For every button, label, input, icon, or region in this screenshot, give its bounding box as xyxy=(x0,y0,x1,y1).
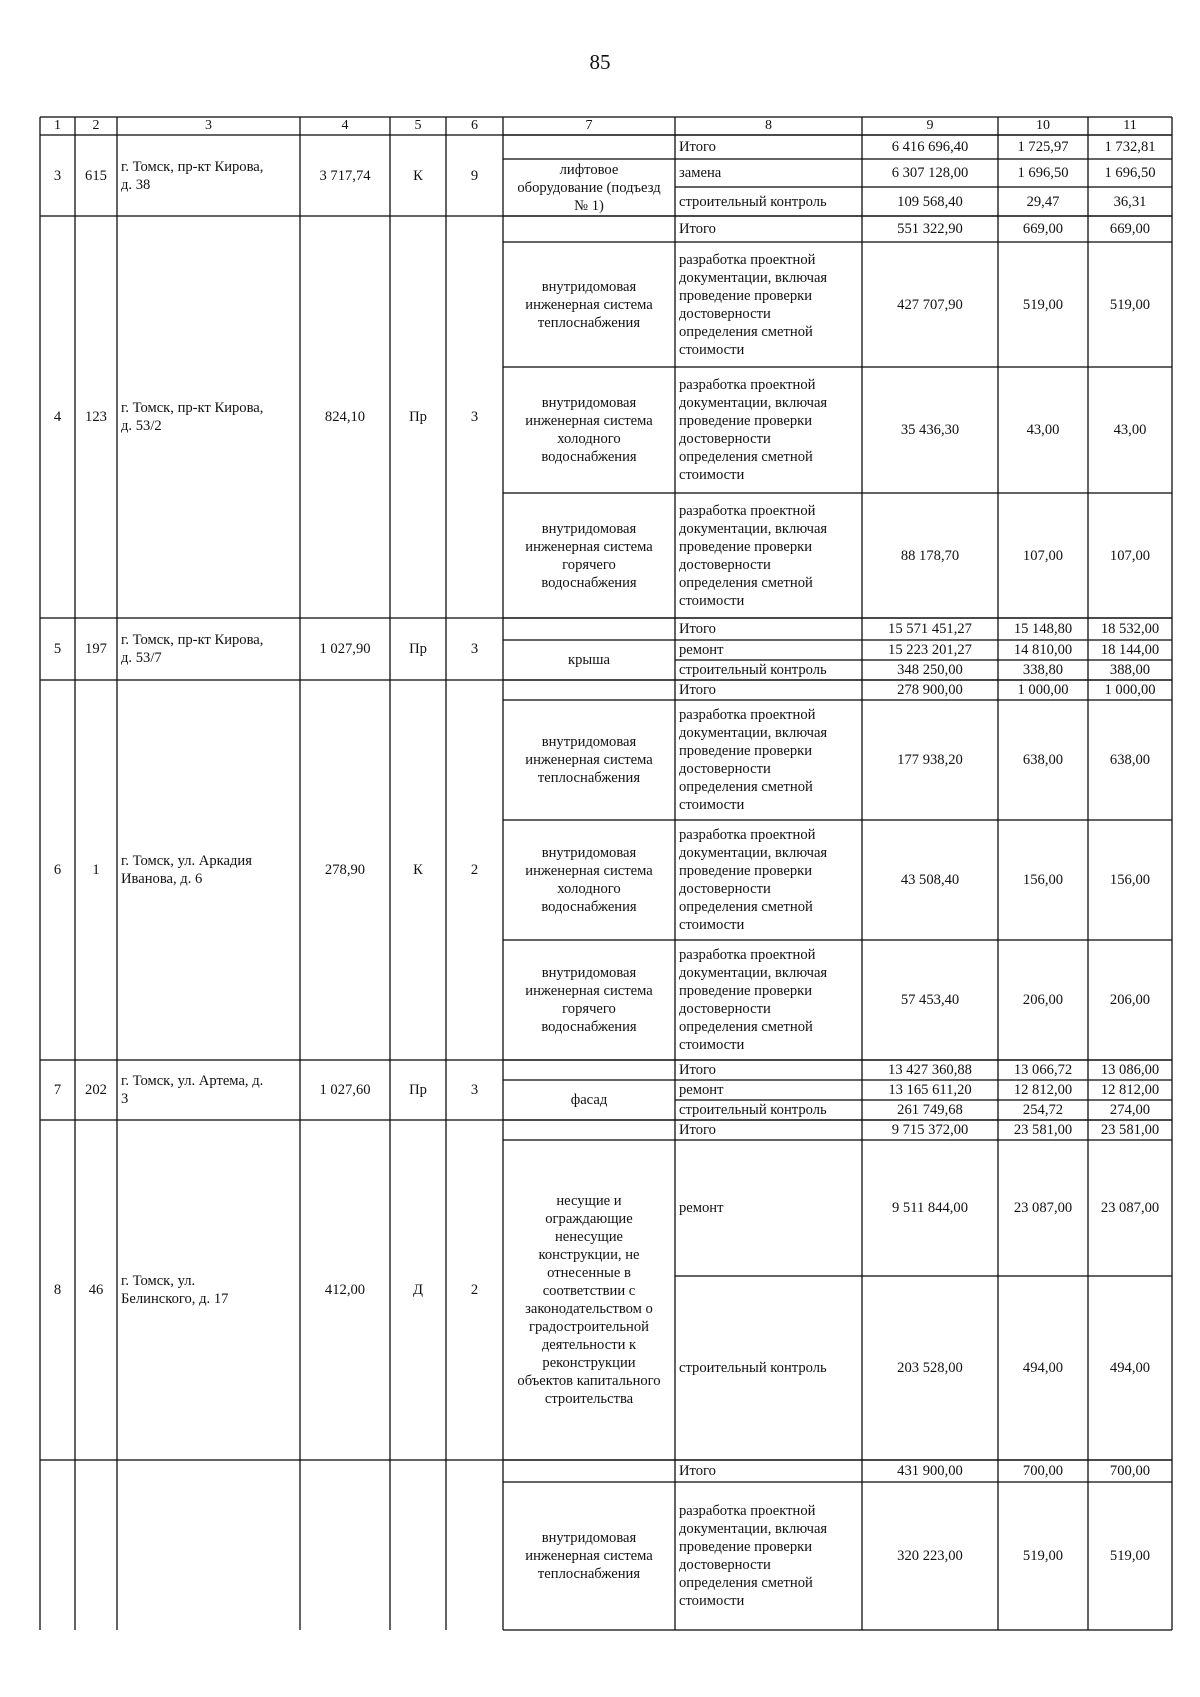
row-floors xyxy=(446,216,503,618)
work-v9 xyxy=(862,242,998,367)
row-floors xyxy=(446,618,503,680)
system-name xyxy=(503,1140,675,1460)
work-v11-text: 638,00 xyxy=(1109,752,1151,768)
total-v11 xyxy=(1088,1120,1172,1140)
total-v11 xyxy=(1088,1060,1172,1080)
work-label-text: разработка проектной документации, включая проведение проверки достоверности определения сметной стоимости xyxy=(679,1503,828,1609)
row-number-text: 4 xyxy=(53,409,62,425)
row-code-text: 46 xyxy=(88,1282,104,1298)
row-floors xyxy=(446,1060,503,1120)
work-v9-text: 427 707,90 xyxy=(897,296,963,313)
header-cell-text: 8 xyxy=(765,118,772,133)
work-label-text: разработка проектной документации, включая проведение проверки достоверности определения сметной стоимости xyxy=(679,251,828,358)
row-type-text: Д xyxy=(413,1282,423,1298)
system-name-text: внутридомовая инженерная система холодного водоснабжения xyxy=(525,845,653,915)
row-number xyxy=(40,680,75,1060)
row-address xyxy=(117,1120,300,1460)
row-type-text: Пр xyxy=(409,409,427,425)
work-v11-text: 107,00 xyxy=(1109,547,1151,564)
row-address-text: г. Томск, ул. Аркадия Иванова, д. 6 xyxy=(121,853,252,887)
work-v9-text: 88 178,70 xyxy=(900,547,960,564)
work-v11 xyxy=(1088,242,1172,367)
row-type-text: К xyxy=(413,167,423,184)
work-label xyxy=(675,660,862,680)
total-v10-text: 1 725,97 xyxy=(1017,139,1069,155)
work-v9-text: 57 453,40 xyxy=(900,992,960,1008)
row-address-text: г. Томск, пр-кт Кирова, д. 38 xyxy=(121,158,264,193)
total-v11-text: 700,00 xyxy=(1109,1463,1151,1479)
total-label-text: Итого xyxy=(679,1122,716,1138)
work-v10-text: 206,00 xyxy=(1022,992,1064,1008)
work-v10 xyxy=(998,367,1088,493)
work-v10-text: 14 810,00 xyxy=(1013,642,1073,658)
row-code-text: 123 xyxy=(85,409,107,425)
row-code xyxy=(75,135,117,216)
total-v10-text: 1 000,00 xyxy=(1017,682,1069,698)
system-name-text: крыша xyxy=(568,652,610,668)
total-v10-text: 23 581,00 xyxy=(1013,1122,1073,1138)
total-v9 xyxy=(862,618,998,640)
work-v9-text: 109 568,40 xyxy=(897,193,963,210)
work-label-text: строительный контроль xyxy=(679,1360,827,1376)
work-label xyxy=(675,1100,862,1120)
row-number-text: 3 xyxy=(53,167,62,184)
work-label-text: замена xyxy=(679,165,722,181)
work-v9 xyxy=(862,493,998,618)
total-v9-text: 15 571 451,27 xyxy=(888,621,972,637)
work-v10 xyxy=(998,493,1088,618)
work-v11-text: 156,00 xyxy=(1109,872,1151,888)
row-area-text: 278,90 xyxy=(324,862,366,878)
total-label-text: Итого xyxy=(679,139,716,155)
total-v9 xyxy=(862,1460,998,1482)
work-label-text: ремонт xyxy=(679,642,724,658)
work-v10-text: 23 087,00 xyxy=(1013,1200,1073,1216)
total-v11 xyxy=(1088,1460,1172,1482)
work-v9 xyxy=(862,1140,998,1276)
total-v10 xyxy=(998,135,1088,159)
row-type-text: Пр xyxy=(409,1082,427,1098)
work-v9 xyxy=(862,940,998,1060)
row-area xyxy=(300,216,390,618)
total-label xyxy=(675,618,862,640)
system-name-text: внутридомовая инженерная система теплоснабжения xyxy=(525,278,653,331)
system-name xyxy=(503,940,675,1060)
header-cell xyxy=(1088,117,1172,135)
row-floors-text: 3 xyxy=(470,1082,479,1098)
total-v9-text: 551 322,90 xyxy=(897,221,963,237)
row-floors xyxy=(446,680,503,1060)
system-name xyxy=(503,1482,675,1630)
total-v9-text: 431 900,00 xyxy=(897,1463,963,1479)
total-v11 xyxy=(1088,680,1172,700)
work-v10 xyxy=(998,187,1088,216)
system-name-text: внутридомовая инженерная система горячего водоснабжения xyxy=(525,520,653,591)
work-v10 xyxy=(998,700,1088,820)
row-number xyxy=(40,1460,75,1630)
row-number xyxy=(40,1120,75,1460)
work-label xyxy=(675,1080,862,1100)
row-number xyxy=(40,1060,75,1120)
work-v10-text: 519,00 xyxy=(1022,1548,1064,1564)
work-label-text: разработка проектной документации, включая проведение проверки достоверности определения сметной стоимости xyxy=(679,377,828,483)
work-v10 xyxy=(998,820,1088,940)
total-v10 xyxy=(998,1460,1088,1482)
row-number-text: 6 xyxy=(53,862,62,878)
row-floors xyxy=(446,1460,503,1630)
work-v9 xyxy=(862,700,998,820)
work-v11-text: 206,00 xyxy=(1109,992,1151,1008)
work-v10-text: 29,47 xyxy=(1026,193,1060,210)
total-v11-text: 1 000,00 xyxy=(1104,682,1156,698)
total-label-text: Итого xyxy=(679,1062,716,1078)
total-v10-text: 669,00 xyxy=(1022,221,1064,237)
work-label xyxy=(675,700,862,820)
total-v11-text: 1 732,81 xyxy=(1104,139,1156,155)
work-v11 xyxy=(1088,493,1172,618)
work-v11 xyxy=(1088,159,1172,187)
row-area xyxy=(300,1060,390,1120)
page-number: 85 xyxy=(589,50,611,74)
row-floors-text: 3 xyxy=(470,641,479,657)
row-code xyxy=(75,1060,117,1120)
header-cell-text: 9 xyxy=(926,118,934,133)
row-area-text: 1 027,60 xyxy=(319,1082,371,1098)
work-label xyxy=(675,493,862,618)
total-v9-text: 13 427 360,88 xyxy=(888,1062,972,1078)
total-v10 xyxy=(998,618,1088,640)
work-v10 xyxy=(998,1080,1088,1100)
work-v11-text: 274,00 xyxy=(1109,1102,1151,1118)
header-cell xyxy=(40,117,75,135)
work-label xyxy=(675,1482,862,1630)
work-v9-text: 261 749,68 xyxy=(897,1102,963,1118)
work-label-text: ремонт xyxy=(679,1082,724,1098)
row-number xyxy=(40,135,75,216)
system-name xyxy=(503,1080,675,1120)
row-code xyxy=(75,618,117,680)
work-v9 xyxy=(862,820,998,940)
system-name xyxy=(503,700,675,820)
row-address xyxy=(117,216,300,618)
row-type xyxy=(390,618,446,680)
work-label xyxy=(675,820,862,940)
total-label-text: Итого xyxy=(679,1463,716,1479)
work-label xyxy=(675,1140,862,1276)
work-v11-text: 519,00 xyxy=(1109,1548,1151,1564)
row-area xyxy=(300,135,390,216)
header-cell xyxy=(998,117,1088,135)
system-name-text: внутридомовая инженерная система теплоснабжения xyxy=(525,734,653,786)
row-type xyxy=(390,1120,446,1460)
row-area xyxy=(300,680,390,1060)
header-cell xyxy=(117,117,300,135)
work-v11 xyxy=(1088,187,1172,216)
row-area-text: 1 027,90 xyxy=(319,641,371,657)
work-label xyxy=(675,940,862,1060)
total-v10-text: 13 066,72 xyxy=(1013,1062,1073,1078)
header-cell xyxy=(300,117,390,135)
total-v10 xyxy=(998,680,1088,700)
work-v11 xyxy=(1088,820,1172,940)
row-code-text: 615 xyxy=(85,167,107,184)
row-area-text: 412,00 xyxy=(324,1282,366,1298)
system-name xyxy=(503,493,675,618)
row-address xyxy=(117,618,300,680)
work-v10 xyxy=(998,640,1088,660)
work-v9-text: 203 528,00 xyxy=(897,1360,963,1376)
row-floors xyxy=(446,1120,503,1460)
header-cell xyxy=(862,117,998,135)
row-type xyxy=(390,216,446,618)
work-v11-text: 494,00 xyxy=(1109,1360,1151,1376)
total-v9-text: 6 416 696,40 xyxy=(891,139,969,155)
row-number-text: 7 xyxy=(53,1082,62,1098)
work-label xyxy=(675,187,862,216)
work-v10-text: 519,00 xyxy=(1022,296,1064,313)
total-label xyxy=(675,1460,862,1482)
total-label xyxy=(675,680,862,700)
work-v10-text: 12 812,00 xyxy=(1013,1082,1073,1098)
work-v9-text: 43 508,40 xyxy=(900,872,960,888)
row-address xyxy=(117,1060,300,1120)
total-v10-text: 15 148,80 xyxy=(1013,621,1073,637)
total-v11-text: 13 086,00 xyxy=(1100,1062,1160,1078)
work-v9-text: 15 223 201,27 xyxy=(888,642,972,658)
work-v10-text: 43,00 xyxy=(1026,422,1060,438)
system-name xyxy=(503,159,675,216)
work-v10-text: 638,00 xyxy=(1022,752,1064,768)
work-v10 xyxy=(998,940,1088,1060)
row-address-text: г. Томск, пр-кт Кирова, д. 53/7 xyxy=(121,632,264,666)
total-v10 xyxy=(998,216,1088,242)
work-v11-text: 519,00 xyxy=(1109,296,1151,313)
work-label xyxy=(675,242,862,367)
total-v9-text: 278 900,00 xyxy=(897,682,963,698)
row-address xyxy=(117,680,300,1060)
row-area-text: 824,10 xyxy=(324,409,366,425)
total-v10 xyxy=(998,1060,1088,1080)
total-v9 xyxy=(862,135,998,159)
row-area xyxy=(300,618,390,680)
total-v10 xyxy=(998,1120,1088,1140)
work-v10-text: 156,00 xyxy=(1022,872,1064,888)
total-label-text: Итого xyxy=(679,682,716,698)
work-v11 xyxy=(1088,640,1172,660)
work-v10 xyxy=(998,1482,1088,1630)
work-v9 xyxy=(862,1080,998,1100)
row-type xyxy=(390,135,446,216)
row-floors-text: 9 xyxy=(470,167,479,184)
total-label xyxy=(675,135,862,159)
row-floors-text: 2 xyxy=(470,1282,479,1298)
total-label xyxy=(675,1120,862,1140)
work-v11-text: 388,00 xyxy=(1109,662,1151,678)
total-label-text: Итого xyxy=(679,221,716,237)
row-floors-text: 2 xyxy=(470,862,479,878)
work-v11-text: 12 812,00 xyxy=(1100,1082,1160,1098)
work-label xyxy=(675,367,862,493)
row-code-text: 1 xyxy=(92,862,100,878)
work-label-text: строительный контроль xyxy=(679,662,827,678)
total-label-text: Итого xyxy=(679,621,716,637)
work-v11 xyxy=(1088,1140,1172,1276)
system-name xyxy=(503,820,675,940)
work-label-text: строительный контроль xyxy=(679,193,827,210)
total-label xyxy=(675,216,862,242)
header-cell xyxy=(675,117,862,135)
header-cell-text: 6 xyxy=(471,118,478,133)
work-label-text: строительный контроль xyxy=(679,1102,827,1118)
work-v10 xyxy=(998,159,1088,187)
header-cell xyxy=(390,117,446,135)
total-v9 xyxy=(862,216,998,242)
work-label-text: ремонт xyxy=(679,1200,724,1216)
work-v10 xyxy=(998,660,1088,680)
work-label xyxy=(675,1276,862,1460)
row-address-text: г. Томск, ул. Белинского, д. 17 xyxy=(121,1273,229,1307)
system-name xyxy=(503,640,675,680)
row-address-text: г. Томск, пр-кт Кирова, д. 53/2 xyxy=(121,400,264,434)
total-v9 xyxy=(862,1060,998,1080)
work-v9 xyxy=(862,159,998,187)
row-address-text: г. Томск, ул. Артема, д. 3 xyxy=(121,1073,264,1107)
row-number xyxy=(40,216,75,618)
work-v9 xyxy=(862,1276,998,1460)
row-number-text: 5 xyxy=(53,641,62,657)
row-code xyxy=(75,1460,117,1630)
row-number xyxy=(40,618,75,680)
work-v11 xyxy=(1088,1080,1172,1100)
total-v9-text: 9 715 372,00 xyxy=(891,1122,969,1138)
total-v11 xyxy=(1088,135,1172,159)
system-name-text: внутридомовая инженерная система холодного водоснабжения xyxy=(525,395,653,465)
system-name-text: фасад xyxy=(570,1092,608,1108)
work-v9 xyxy=(862,1100,998,1120)
work-v10-text: 1 696,50 xyxy=(1017,165,1069,181)
header-cell-text: 3 xyxy=(205,118,212,133)
system-name-text: лифтовое оборудование (подъезд № 1) xyxy=(517,161,661,214)
system-name-text: несущие и ограждающие ненесущие конструкции, не отнесенные в соответствии с законодательством о градостроительной деятельности к реконструкции объектов капитального строительства xyxy=(517,1193,661,1407)
row-area xyxy=(300,1120,390,1460)
work-v11 xyxy=(1088,660,1172,680)
work-v11-text: 36,31 xyxy=(1113,193,1147,210)
header-cell-text: 11 xyxy=(1123,118,1137,133)
work-v10-text: 107,00 xyxy=(1022,547,1064,564)
total-v11-text: 23 581,00 xyxy=(1100,1122,1160,1138)
work-v9 xyxy=(862,187,998,216)
header-cell xyxy=(503,117,675,135)
row-code xyxy=(75,1120,117,1460)
work-v10 xyxy=(998,1100,1088,1120)
header-cell-text: 5 xyxy=(414,118,422,133)
system-name-text: внутридомовая инженерная система теплоснабжения xyxy=(525,1530,653,1582)
work-v9-text: 320 223,00 xyxy=(897,1548,963,1564)
row-code xyxy=(75,216,117,618)
work-label-text: разработка проектной документации, включая проведение проверки достоверности определения сметной стоимости xyxy=(679,827,828,933)
work-v10 xyxy=(998,1140,1088,1276)
work-v10-text: 338,80 xyxy=(1022,662,1064,678)
header-cell xyxy=(75,117,117,135)
row-type xyxy=(390,680,446,1060)
work-v9 xyxy=(862,1482,998,1630)
work-v10-text: 494,00 xyxy=(1022,1360,1064,1376)
total-v11 xyxy=(1088,618,1172,640)
total-label xyxy=(675,1060,862,1080)
total-v11-text: 669,00 xyxy=(1109,221,1151,237)
work-v9-text: 35 436,30 xyxy=(900,422,960,438)
work-v11-text: 18 144,00 xyxy=(1100,642,1160,658)
row-type-text: К xyxy=(413,862,423,878)
work-label xyxy=(675,159,862,187)
work-v9-text: 348 250,00 xyxy=(897,662,963,678)
row-area-text: 3 717,74 xyxy=(319,167,371,184)
work-v11-text: 43,00 xyxy=(1113,422,1147,438)
work-v11-text: 23 087,00 xyxy=(1100,1200,1160,1216)
row-floors xyxy=(446,135,503,216)
work-v9-text: 6 307 128,00 xyxy=(891,165,969,181)
system-name xyxy=(503,367,675,493)
system-name-text: внутридомовая инженерная система горячего водоснабжения xyxy=(525,965,653,1035)
total-v9 xyxy=(862,1120,998,1140)
row-type-text: Пр xyxy=(409,641,427,657)
work-v11 xyxy=(1088,367,1172,493)
work-v10 xyxy=(998,1276,1088,1460)
work-v11-text: 1 696,50 xyxy=(1104,165,1156,181)
row-address xyxy=(117,1460,300,1630)
work-v11 xyxy=(1088,940,1172,1060)
row-number-text: 8 xyxy=(53,1282,62,1298)
work-v9 xyxy=(862,660,998,680)
header-cell-text: 2 xyxy=(92,118,100,133)
row-address xyxy=(117,135,300,216)
work-v9-text: 177 938,20 xyxy=(897,752,963,768)
work-label-text: разработка проектной документации, включая проведение проверки достоверности определения сметной стоимости xyxy=(679,707,828,813)
header-cell-text: 1 xyxy=(54,118,61,133)
work-v10 xyxy=(998,242,1088,367)
row-code-text: 202 xyxy=(85,1082,107,1098)
work-v11 xyxy=(1088,700,1172,820)
row-code-text: 197 xyxy=(85,641,107,657)
total-v10-text: 700,00 xyxy=(1022,1463,1064,1479)
header-cell xyxy=(446,117,503,135)
row-code xyxy=(75,680,117,1060)
header-cell-text: 7 xyxy=(585,118,593,133)
work-v11 xyxy=(1088,1100,1172,1120)
work-v9-text: 13 165 611,20 xyxy=(888,1082,972,1098)
work-label-text: разработка проектной документации, включая проведение проверки достоверности определения сметной стоимости xyxy=(679,947,828,1053)
header-cell-text: 4 xyxy=(341,118,349,133)
total-v9 xyxy=(862,680,998,700)
row-type xyxy=(390,1460,446,1630)
work-v9 xyxy=(862,640,998,660)
work-v11 xyxy=(1088,1482,1172,1630)
work-label-text: разработка проектной документации, включая проведение проверки достоверности определения сметной стоимости xyxy=(679,502,828,609)
work-v10-text: 254,72 xyxy=(1022,1102,1064,1118)
total-v11 xyxy=(1088,216,1172,242)
work-v11 xyxy=(1088,1276,1172,1460)
work-v9 xyxy=(862,367,998,493)
header-cell-text: 10 xyxy=(1036,118,1050,133)
work-v9-text: 9 511 844,00 xyxy=(891,1200,969,1216)
row-floors-text: 3 xyxy=(470,409,479,425)
system-name xyxy=(503,242,675,367)
row-type xyxy=(390,1060,446,1120)
work-label xyxy=(675,640,862,660)
total-v11-text: 18 532,00 xyxy=(1100,621,1160,637)
row-area xyxy=(300,1460,390,1630)
